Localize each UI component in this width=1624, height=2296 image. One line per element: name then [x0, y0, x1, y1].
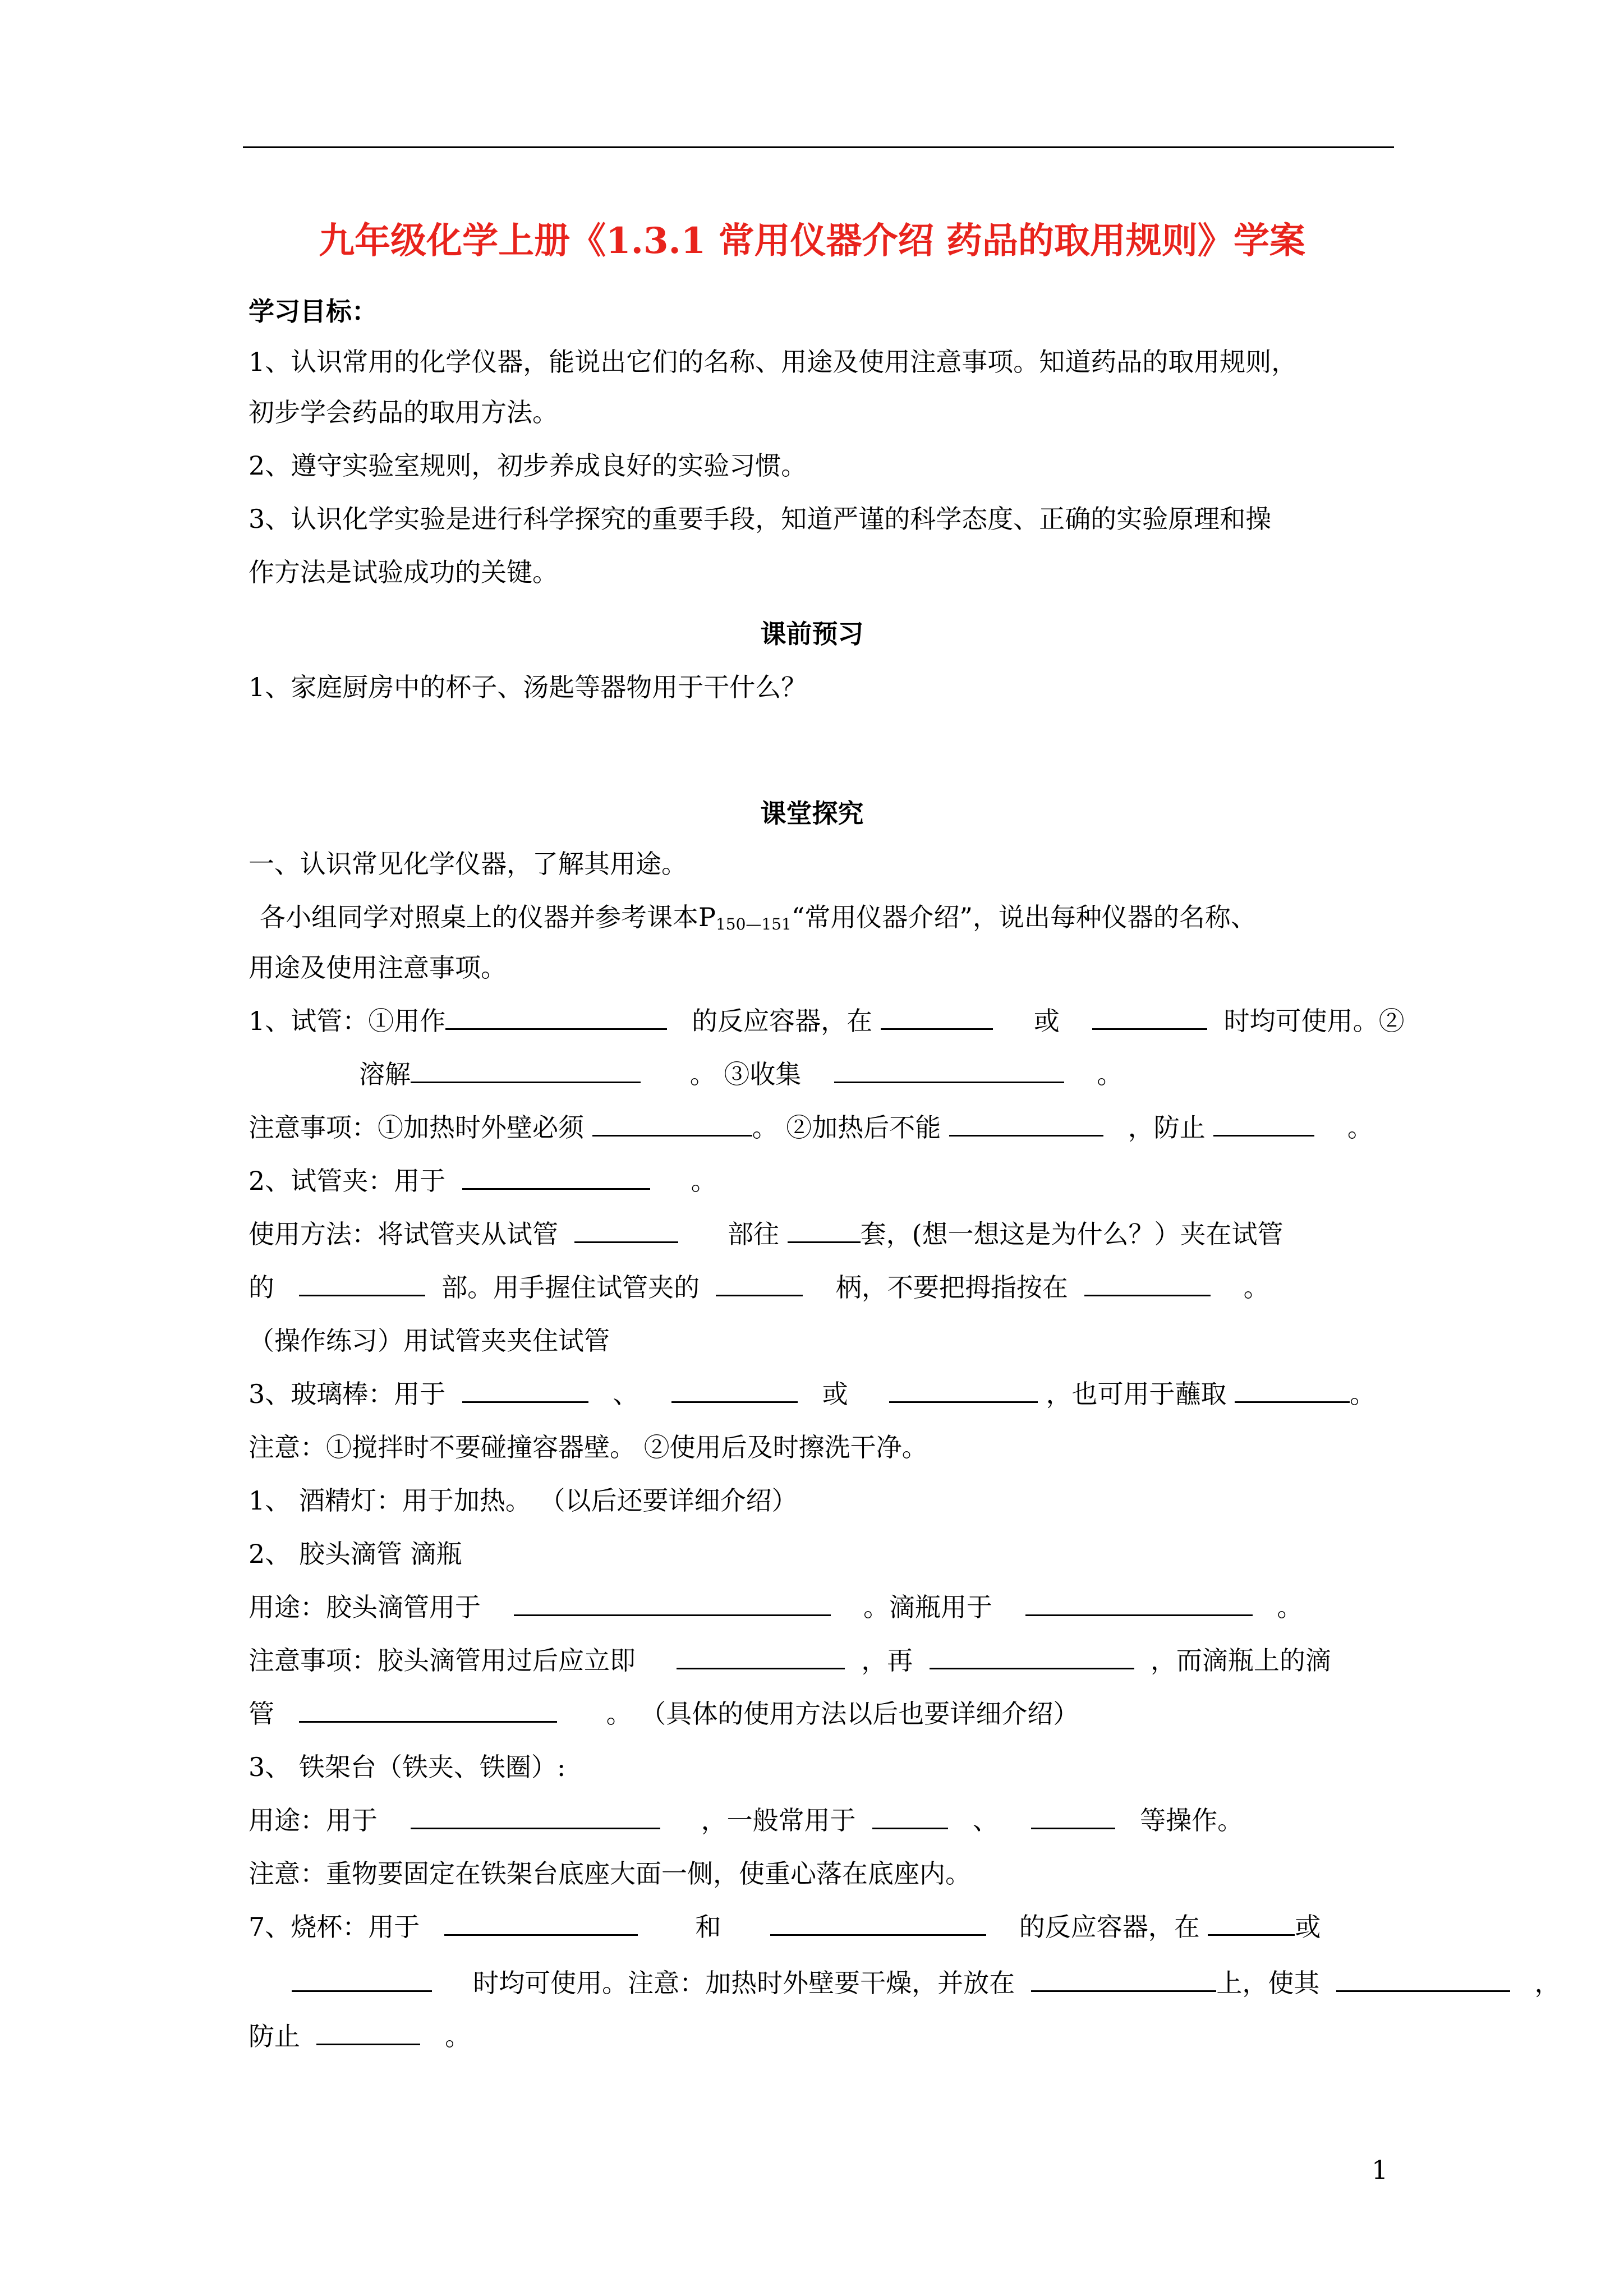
answer-blank[interactable]	[1235, 1379, 1350, 1403]
iron-stand-usage: 用途：用于 ，一般常用于 、 等操作。	[249, 1805, 1244, 1835]
answer-blank[interactable]	[770, 1912, 986, 1936]
answer-blank[interactable]	[445, 1006, 667, 1030]
answer-blank[interactable]	[514, 1592, 831, 1616]
answer-blank[interactable]	[1031, 1968, 1216, 1992]
answer-blank[interactable]	[889, 1379, 1038, 1403]
answer-blank[interactable]	[671, 1379, 798, 1403]
dropper-notes-line: 注意事项：胶头滴管用过后应立即 ，再 ，而滴瓶上的滴	[249, 1645, 1331, 1676]
alcohol-lamp-line: 1、 酒精灯：用于加热。 （以后还要详细介绍）	[249, 1485, 798, 1516]
answer-blank[interactable]	[716, 1272, 803, 1296]
answer-blank[interactable]	[444, 1912, 638, 1936]
glass-rod-line: 3、玻璃棒：用于 、 或 ，也可用于蘸取 。	[249, 1379, 1376, 1409]
preview-question: 1、家庭厨房中的杯子、汤匙等器物用于干什么？	[249, 672, 807, 702]
dropper-usage-line: 用途：胶头滴管用于 。滴瓶用于 。	[249, 1592, 1303, 1622]
answer-blank[interactable]	[930, 1645, 1134, 1669]
answer-blank[interactable]	[462, 1379, 588, 1403]
answer-blank[interactable]	[299, 1272, 425, 1296]
objective-line: 1、认识常用的化学仪器，能说出它们的名称、用途及使用注意事项。知道药品的取用规则，	[249, 347, 1298, 377]
answer-blank[interactable]	[1084, 1272, 1211, 1296]
part-heading: 一、认识常见化学仪器，了解其用途。	[249, 849, 687, 879]
document-title: 九年级化学上册《1.3.1 常用仪器介绍 药品的取用规则》学案	[319, 220, 1305, 262]
answer-blank[interactable]	[1025, 1592, 1253, 1616]
dropper-heading: 2、 胶头滴管 滴瓶	[249, 1539, 462, 1569]
answer-blank[interactable]	[574, 1219, 678, 1243]
iron-stand-note: 注意：重物要固定在铁架台底座大面一侧，使重心落在底座内。	[249, 1858, 971, 1889]
answer-blank[interactable]	[949, 1112, 1103, 1137]
objective-line: 2、遵守实验室规则，初步养成良好的实验习惯。	[249, 450, 807, 481]
header-rule	[243, 146, 1394, 148]
answer-blank[interactable]	[881, 1006, 993, 1030]
objective-line: 初步学会药品的取用方法。	[249, 397, 558, 427]
page-number: 1	[1372, 2155, 1388, 2185]
answer-blank[interactable]	[872, 1805, 948, 1829]
answer-blank[interactable]	[1336, 1968, 1510, 1992]
clamp-usage-line: 使用方法：将试管夹从试管 部往 套，(想一想这是为什么？）夹在试管	[249, 1219, 1283, 1249]
clamp-usage-line: 的 部。用手握住试管夹的 柄，不要把拇指按在 。	[249, 1272, 1269, 1303]
answer-blank[interactable]	[1208, 1912, 1295, 1936]
answer-blank[interactable]	[1092, 1006, 1207, 1030]
answer-blank[interactable]	[316, 2021, 420, 2045]
intro-line: 各小组同学对照桌上的仪器并参考课本$P_{150—151}“$常用仪器介绍”，说出每种仪器的名称、	[260, 902, 1257, 933]
objectives-heading: 学习目标：	[249, 296, 378, 326]
answer-blank[interactable]	[788, 1219, 861, 1243]
tube-clamp-line: 2、试管夹：用于 。	[249, 1166, 717, 1196]
answer-blank[interactable]	[411, 1805, 660, 1829]
answer-blank[interactable]	[299, 1699, 557, 1723]
answer-blank[interactable]	[462, 1166, 650, 1190]
dropper-notes-line: 管 。 （具体的使用方法以后也要详细介绍）	[249, 1699, 1079, 1729]
beaker-line: 7、烧杯：用于 和 的反应容器，在 或	[249, 1912, 1321, 1942]
iron-stand-heading: 3、 铁架台（铁夹、铁圈）:	[249, 1752, 566, 1782]
explore-heading: 课堂探究	[760, 798, 864, 829]
preview-heading: 课前预习	[760, 619, 864, 649]
answer-blank[interactable]	[1031, 1805, 1115, 1829]
test-tube-line: 溶解 。 ③收集 。	[359, 1059, 1123, 1089]
beaker-line: 防止 。	[249, 2021, 471, 2051]
glass-rod-note: 注意：①搅拌时不要碰撞容器壁。 ②使用后及时擦洗干净。	[249, 1432, 928, 1462]
objective-line: 3、认识化学实验是进行科学探究的重要手段，知道严谨的科学态度、正确的实验原理和操	[249, 504, 1272, 534]
page-range: 150—151	[715, 915, 792, 933]
answer-blank[interactable]	[292, 1968, 432, 1992]
answer-blank[interactable]	[677, 1645, 845, 1669]
answer-blank[interactable]	[834, 1059, 1064, 1083]
test-tube-notes: 注意事项：①加热时外壁必须 。 ②加热后不能 ，防止 。	[249, 1112, 1373, 1143]
beaker-line: 时均可使用。注意：加热时外壁要干燥，并放在 上，使其 ，	[292, 1963, 1561, 2003]
intro-line: 用途及使用注意事项。	[249, 953, 507, 983]
test-tube-line: 1、试管：①用作 的反应容器，在 或 时均可使用。②	[249, 1006, 1405, 1036]
practice-line: （操作练习）用试管夹夹住试管	[249, 1326, 610, 1356]
answer-blank[interactable]	[592, 1112, 752, 1137]
objective-line: 作方法是试验成功的关键。	[249, 557, 558, 587]
answer-blank[interactable]	[411, 1059, 641, 1083]
answer-blank[interactable]	[1213, 1112, 1314, 1137]
